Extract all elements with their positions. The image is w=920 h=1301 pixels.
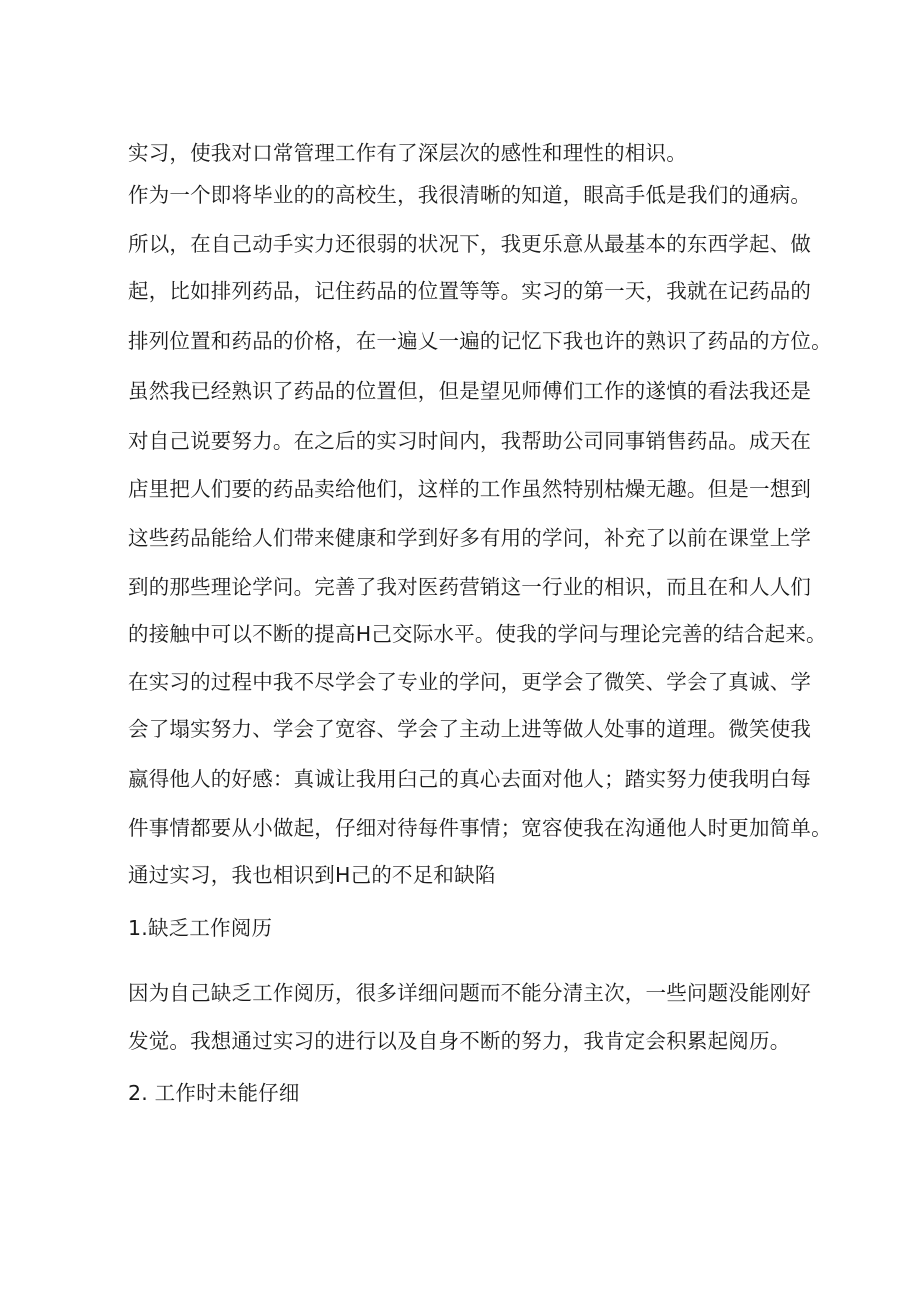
paragraph-line: 到的那些理论学问。完善了我对医药营销这一行业的相识，而且在和人人们 bbox=[128, 575, 812, 599]
paragraph-line: 发觉。我想通过实习的进行以及自身不断的努力，我肯定会积累起阅历。 bbox=[128, 1029, 791, 1053]
section-heading-2: 2. 工作时未能仔细 bbox=[128, 1081, 300, 1105]
paragraph-line: 店里把人们要的药品卖给他们，这样的工作虽然特别枯燥无趣。但是一想到 bbox=[128, 477, 812, 501]
paragraph-line: 虽然我已经熟识了药品的位置但，但是望见师傅们工作的遂慎的看法我还是 bbox=[128, 379, 812, 403]
paragraph-line: 因为自己缺乏工作阅历，很多详细问题而不能分清主次，一些问题没能刚好 bbox=[128, 981, 812, 1005]
paragraph-line: 嬴得他人的好感：真诚让我用臼己的真心去面对他人；踏实努力使我明白每 bbox=[128, 767, 812, 791]
paragraph-line: 所以，在自己动手实力还很弱的状况下，我更乐意从最基本的东西学起、做 bbox=[128, 232, 812, 256]
paragraph-line: 的接触中可以不断的提高H己交际水平。使我的学问与理论完善的结合起来。 bbox=[128, 622, 827, 646]
paragraph-line: 通过实习，我也相识到H己的不足和缺陷 bbox=[128, 863, 496, 887]
paragraph-line: 对自己说要努力。在之后的实习时间内，我帮助公司同事销售药品。成天在 bbox=[128, 429, 812, 453]
paragraph-line: 这些药品能给人们带来健康和学到好多有用的学问，补充了以前在课堂上学 bbox=[128, 526, 812, 550]
paragraph-line: 排列位置和药品的价格，在一遍乂一遍的记忆下我也许的熟识了药品的方位。 bbox=[128, 329, 832, 353]
paragraph-line: 起，比如排列药品，记住药品的位置等等。实习的第一天，我就在记药品的 bbox=[128, 279, 812, 303]
paragraph-line: 件事情都要从小做起，仔细对待每件事情；宽容使我在沟通他人时更加简单。 bbox=[128, 816, 832, 840]
paragraph-line: 作为一个即将毕业的的高校生，我很清晰的知道，眼高手低是我们的通病。 bbox=[128, 183, 812, 207]
paragraph-line: 在实习的过程中我不尽学会了专业的学问，更学会了微笑、学会了真诚、学 bbox=[128, 670, 812, 694]
paragraph-line: 实习，使我对口常管理工作有了深层次的感性和理性的相识。 bbox=[128, 141, 687, 165]
paragraph-line: 会了塌实努力、学会了宽容、学会了主动上进等做人处事的道理。微笑使我 bbox=[128, 717, 812, 741]
section-heading-1: 1.缺乏工作阅历 bbox=[128, 916, 273, 940]
